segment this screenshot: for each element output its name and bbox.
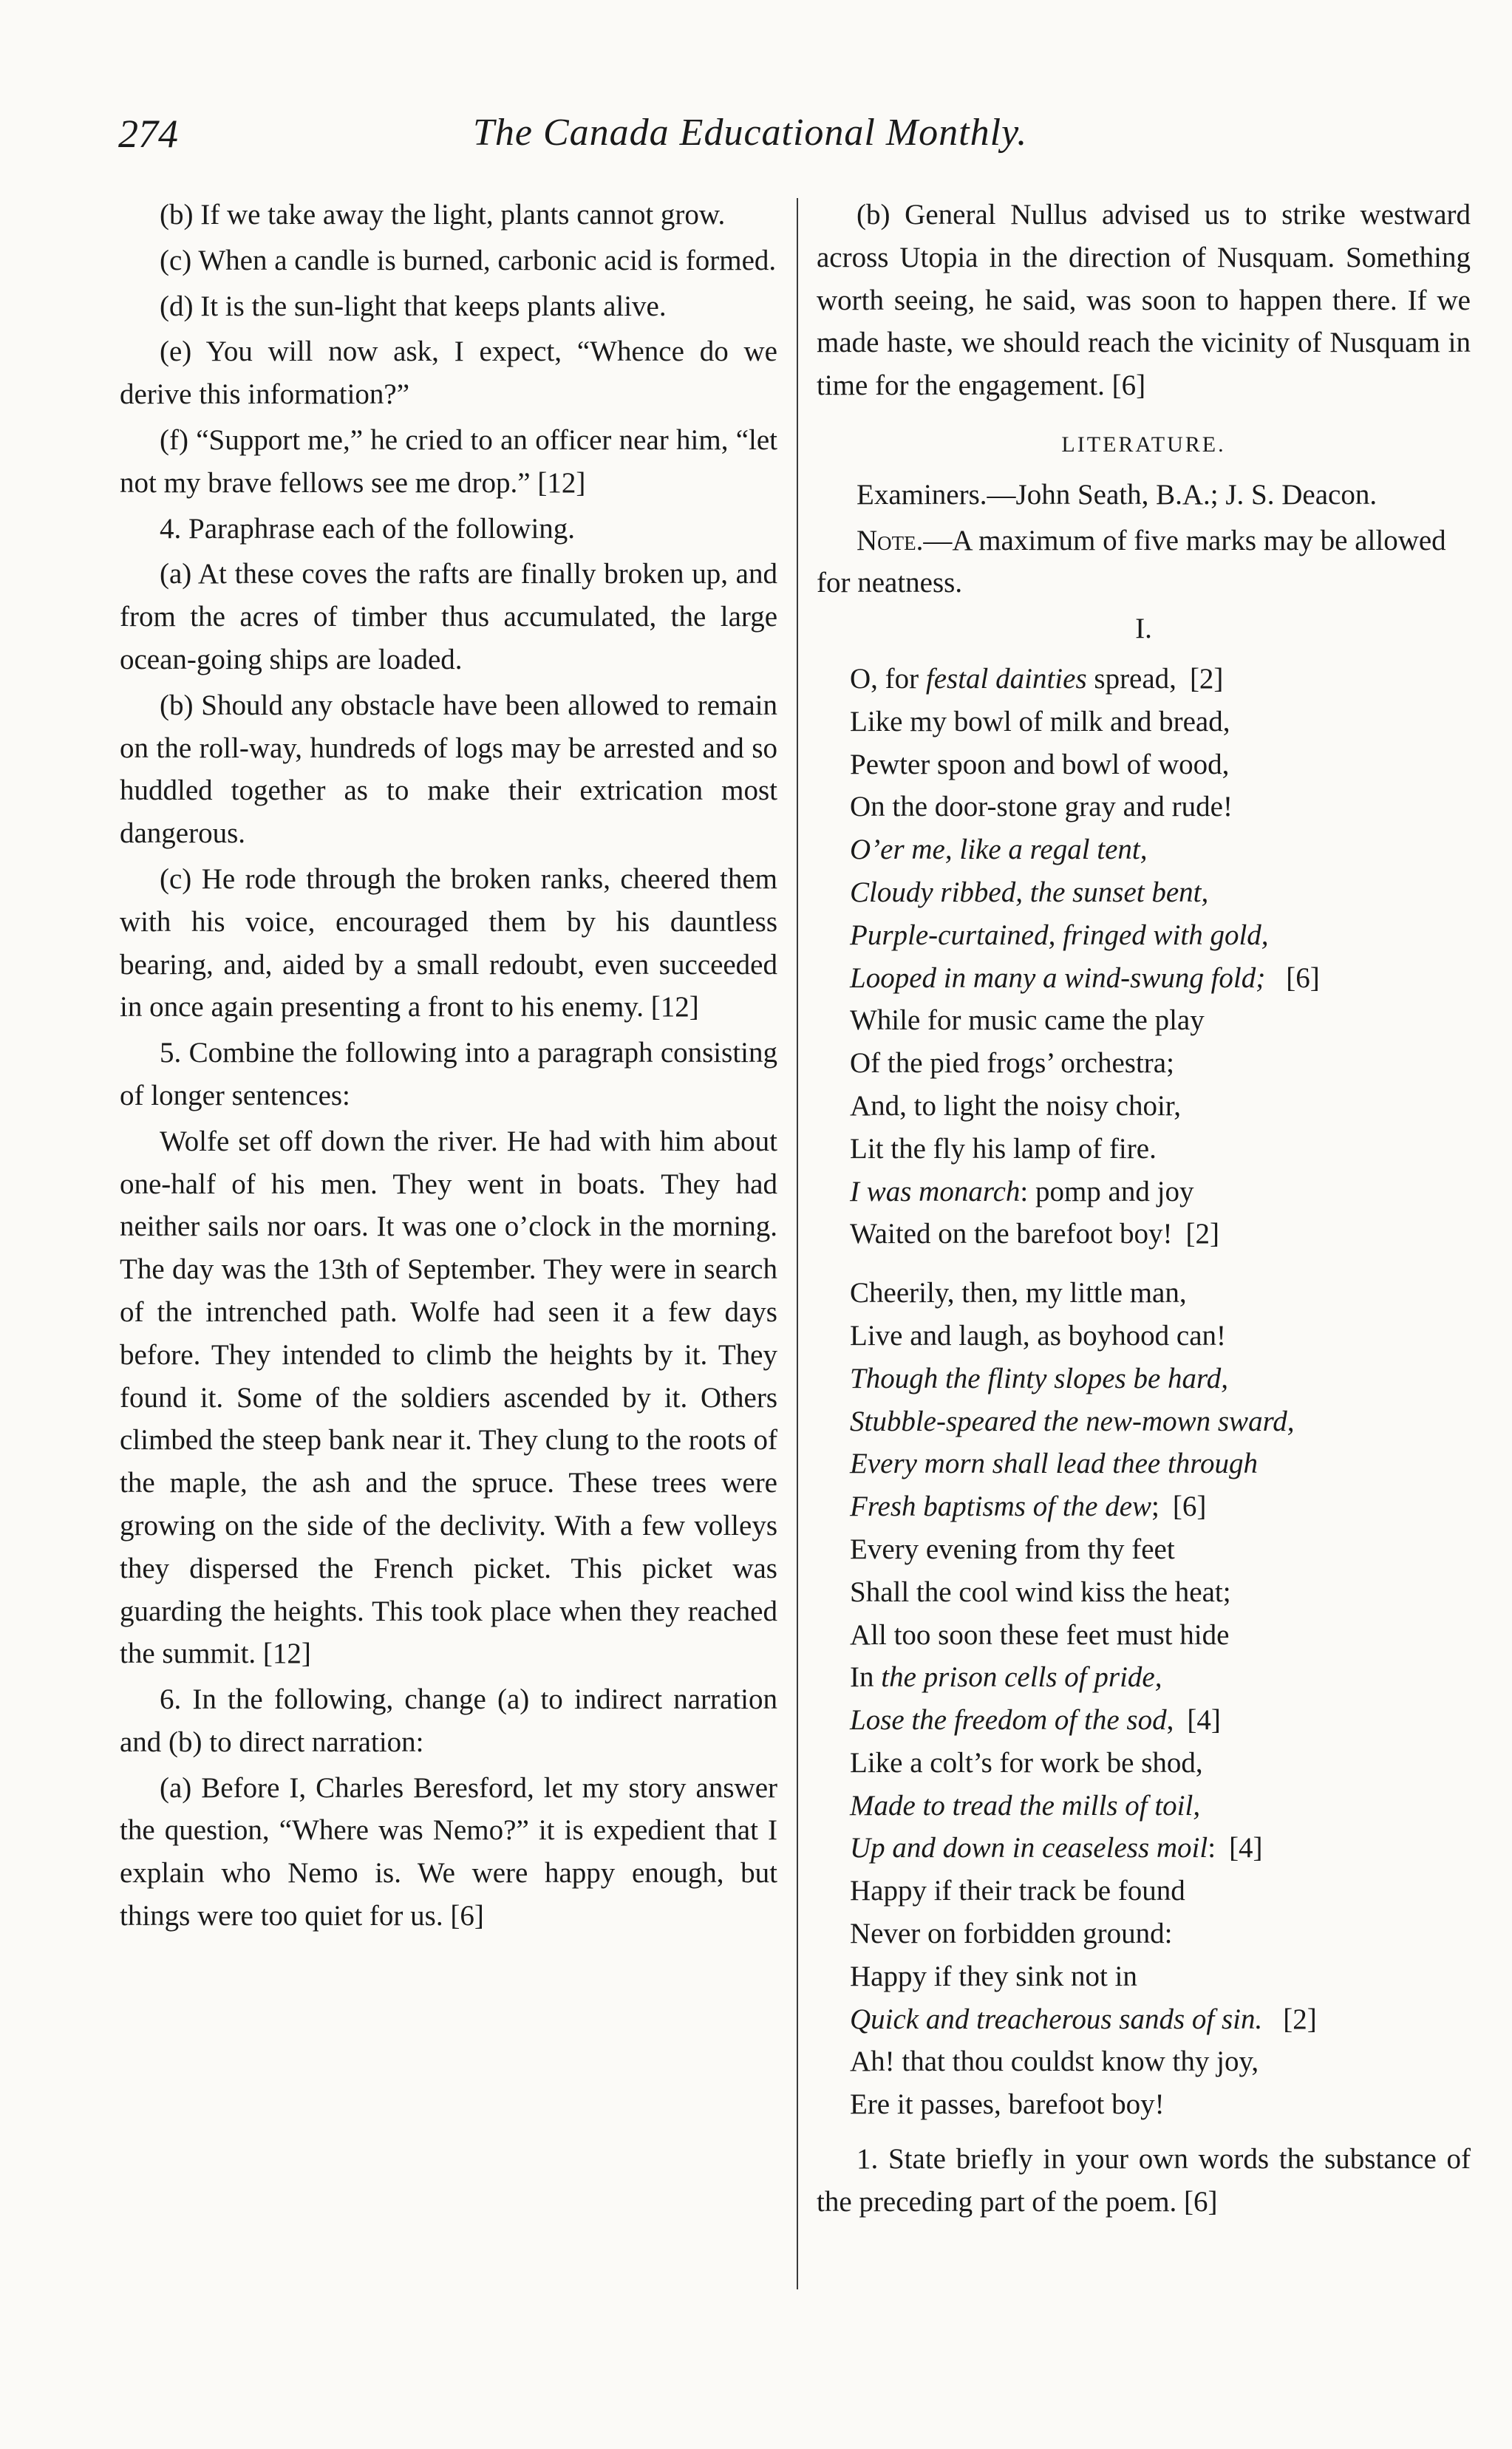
poem-line [850,1213,1471,1256]
marks-label: [2] [1283,2003,1317,2035]
poem-line [850,1485,1471,1528]
poem-line: Every morn shall lead thee through [850,1448,1259,1480]
poem-line [850,1171,1471,1213]
poem-line: Cheerily, then, my little man, [850,1277,1187,1309]
poem-line: Every evening from thy feet [850,1533,1175,1565]
note-text: —A maximum of five marks may be allowed for neatness. [817,524,1446,599]
poem-line: Cloudy ribbed, the sunset bent, [850,876,1209,908]
poem-text: Waited on the barefoot boy! [850,1218,1173,1250]
poem-line: Happy if their track be found [850,1875,1185,1907]
paragraph: (c) When a candle is burned, carbonic acid is formed. [160,244,777,276]
poem-line: Shall the cool wind kiss the heat; [850,1576,1231,1608]
paragraph: (b) General Nullus advised us to strike westward across Utopia in the direction of Nusquam. Something worth seeing, he said, was soon to happen there. If we made haste, we should reach the vicinity of Nusquam in time for the engagement. [6] [817,199,1471,402]
poem-line: Made to tread the mills of toil, [850,1789,1201,1822]
page-header [118,111,1500,170]
question-heading: 6. In the following, change (a) to indirect narration and (b) to direct narration: [120,1683,777,1758]
poem [850,658,1471,2126]
poem-text: spread, [1086,662,1176,695]
poem-line: Though the flinty slopes be hard, [850,1362,1229,1394]
poem-line: Like a colt’s for work be shod, [850,1746,1203,1779]
poem-text-italic: Quick and treacherous sands of sin. [850,2003,1263,2035]
poem-line: Ah! that thou couldst know thy joy, [850,2046,1259,2078]
marks-label: [4] [1187,1704,1221,1737]
poem-text-italic: Lose the freedom of the sod [850,1704,1167,1737]
examiners-line: Examiners.—John Seath, B.A.; J. S. Deacon. [857,478,1378,511]
poem-text-italic: the prison cells of pride, [881,1661,1162,1694]
marks-label: [6] [1286,961,1320,994]
marks-label: [6] [1172,1491,1207,1523]
poem-text: : pomp and joy [1020,1175,1194,1208]
left-column [120,194,777,1938]
paragraph: (a) Before I, Charles Beresford, let my story answer the question, “Where was Nemo?” it is expedient that I explain who Nemo is. We were happy enough, but things were too quiet for us. [6] [120,1771,777,1932]
column-divider [797,198,798,2289]
poem-line: O’er me, like a regal tent, [850,834,1148,866]
poem-line: Stubble-speared the new-mown sward, [850,1405,1295,1437]
poem-line: All too soon these feet must hide [850,1618,1230,1651]
paragraph: (b) Should any obstacle have been allowed to remain on the roll-way, hundreds of logs may be arrested and so huddled together as to make their extrication most dangerous. [120,689,777,850]
marks-label: [4] [1229,1832,1263,1864]
paragraph: (e) You will now ask, I expect, “Whence do we derive this information?” [120,335,777,411]
poem-line [850,1699,1471,1742]
poem-line: And, to light the noisy choir, [850,1089,1181,1122]
running-title: The Canada Educational Monthly. [473,112,1028,154]
poem-line [850,957,1471,1000]
marks-label: [2] [1185,1218,1220,1250]
poem-line: Happy if they sink not in [850,1960,1137,1992]
poem-line [850,1827,1471,1870]
poem-text-italic: festal dainties [925,662,1087,695]
poem-text: In [850,1661,882,1694]
question-1: 1. State briefly in your own words the substance of the preceding part of the poem. [6] [817,2143,1471,2218]
section-heading: LITERATURE. [1061,432,1226,457]
poem-line: Lit the fly his lamp of fire. [850,1132,1157,1165]
poem-line: Purple-curtained, fringed with gold, [850,919,1269,951]
poem-line: Like my bowl of milk and bread, [850,705,1230,738]
poem-text-italic: Fresh baptisms of the dew [850,1491,1152,1523]
poem-line: Pewter spoon and bowl of wood, [850,748,1230,780]
poem-line [850,1998,1471,2041]
note-label: Note. [857,524,924,556]
marks-label: [2] [1189,662,1224,695]
poem-text-italic: Up and down in ceaseless moil [850,1832,1208,1864]
poem-line: Ere it passes, barefoot boy! [850,2088,1165,2121]
stanza-break [850,1256,1471,1272]
paragraph: (c) He rode through the broken ranks, cheered them with his voice, encouraged them by his dauntless bearing, and, aided by a small redoubt, even succeeded in once again presenting a front to his enemy. [12] [120,862,777,1023]
poem-line: Live and laugh, as boyhood can! [850,1319,1227,1352]
poem-line: While for music came the play [850,1004,1205,1037]
poem-text: O, for [850,662,926,695]
paragraph: Wolfe set off down the river. He had with him about one-half of his men. They went in boats. They had neither sails nor oars. It was one o’clock in the morning. The day was the 13th of September. They were in search of the intrenched path. Wolfe had seen it a few days before. They intended to climb the heights by it. They found it. Some of the soldiers ascended by it. Others climbed the steep bank near it. They clung to the roots of the maple, the ash and the spruce. These trees were growing on the side of the declivity. With a few volleys they dispersed the French picket. This picket was guarding the heights. This took place when they reached the summit. [12] [120,1125,777,1670]
right-column [817,194,1471,2224]
poem-line [850,658,1471,701]
poem-text: : [1208,1832,1216,1864]
note-line [817,520,1471,605]
poem-line: Never on forbidden ground: [850,1918,1173,1950]
poem-line [850,1656,1471,1699]
poem-text: ; [1151,1491,1159,1523]
poem-text: , [1166,1704,1174,1737]
paragraph: (f) “Support me,” he cried to an officer near him, “let not my brave fellows see me drop.” [12] [120,423,777,499]
poem-line: Of the pied frogs’ orchestra; [850,1047,1174,1080]
question-heading: 4. Paraphrase each of the following. [160,512,576,545]
paragraph: (b) If we take away the light, plants cannot grow. [160,199,726,231]
poem-text-italic: I was monarch [850,1175,1021,1208]
poem-line: On the door-stone gray and rude! [850,791,1233,823]
paragraph: (a) At these coves the rafts are finally broken up, and from the acres of timber thus accumulated, the large ocean-going ships are loaded. [120,558,777,675]
page-number: 274 [118,112,178,156]
part-heading: I. [1135,613,1152,645]
poem-text-italic: Looped in many a wind-swung fold; [850,961,1266,994]
question-heading: 5. Combine the following into a paragraph consisting of longer sentences: [120,1037,777,1111]
paragraph: (d) It is the sun-light that keeps plants alive. [160,290,667,322]
